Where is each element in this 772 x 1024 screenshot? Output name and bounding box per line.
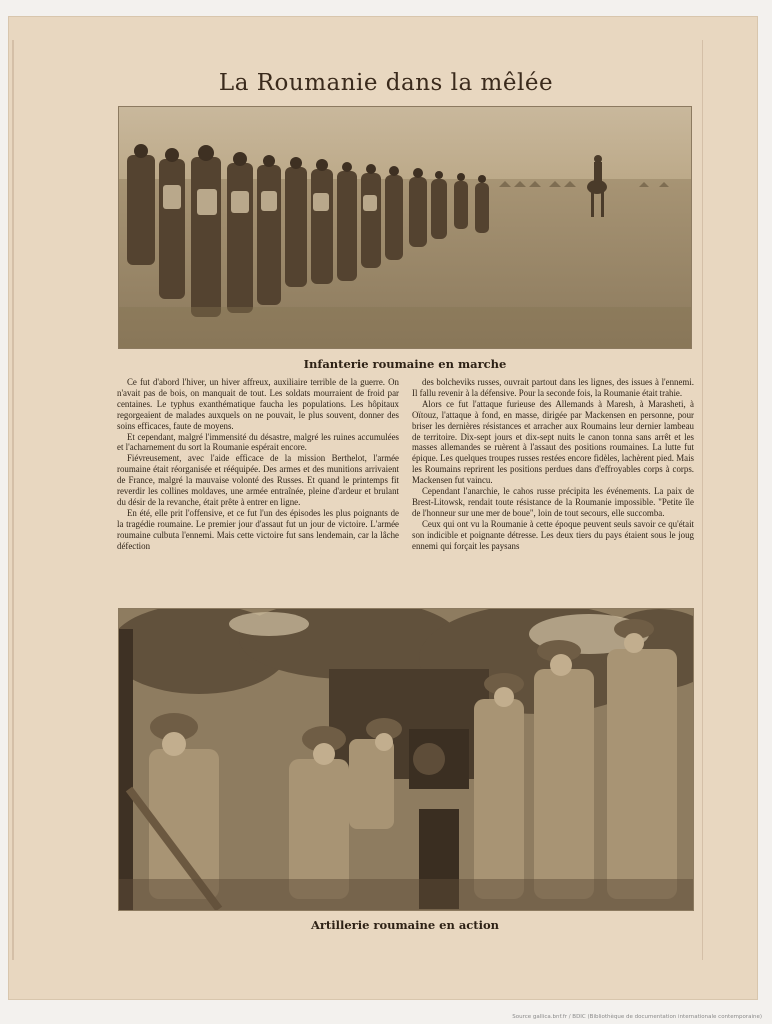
paragraph: Ce fut d'abord l'hiver, un hiver affreux, auxiliaire terrible de la guerre. On n'avait pas de bois, on manquait de tout. Les soldats mourraient de froid par centaines. Le typhus exanthématique faucha les populations. Les hôpitaux regorgeaient de malades auxquels on ne pouvait, le plus souvent, donner des soins efficaces, faute de moyens. — [117, 377, 399, 431]
paragraph: En été, elle prit l'offensive, et ce fut l'un des épisodes les plus poignants de la tragédie roumaine. Le premier jour d'assaut fut un jour de victoire. L'armée roumaine culbuta l'ennemi. Mais cette victoire fut sans lendemain, car la lâche défection — [117, 507, 399, 551]
infantry-photo — [119, 107, 691, 348]
article-column-right — [412, 377, 694, 593]
paragraph: Ceux qui ont vu la Roumanie à cette époque peuvent seuls savoir ce qu'était son indicible et poignante détresse. Les deux tiers du pays étaient sous le joug ennemi qui forçait les paysans — [412, 518, 694, 551]
paragraph: Et cependant, malgré l'immensité du désastre, malgré les ruines accumulées et l'acharnement du sort la Roumanie espérait encore. — [117, 431, 399, 453]
page-edge-line — [702, 40, 703, 960]
paragraph: Alors ce fut l'attaque furieuse des Allemands à Maresh, à Marasheti, à Oïtouz, l'attaque à fond, en masse, dirigée par Mackensen en personne, pour briser les dernières résistances et arracher aux Roumains leur dernier lambeau de territoire. Dix-sept jours et dix-sept nuits le canon tonna sans arrêt et les masses allemandes se ruèrent à l'assaut des positions roumaines. La lutte fut épique. Les quelques troupes russes restées encore fidèles, lachèrent pied. Mais les Roumains reprirent les positions perdues dans d'effroyables corps à corps. Mackensen fut vaincu. — [412, 398, 694, 486]
infantry-caption: Infanterie roumaine en marche — [303, 357, 507, 371]
paragraph: Cependant l'anarchie, le cahos russe précipita les événements. La paix de Brest-Litowsk, rendait toute résistance de la Roumanie impossible. "Petite île de l'honneur sur une mer de boue", loin de tout secours, elle succomba. — [412, 486, 694, 518]
article-title: La Roumanie dans la mêlée — [218, 70, 554, 96]
artillery-crew-image — [119, 609, 693, 910]
artillery-caption: Artillerie roumaine en action — [310, 918, 500, 932]
paragraph: Fiévreusement, avec l'aide efficace de la mission Berthelot, l'armée roumaine était réorganisée et rééquipée. Des armes et des munitions arrivaient de France, malgré la mauvaise volonté des Russes. Et quand le printemps fit reverdir les collines moldaves, une armée entraînée, pleine d'ardeur et brulant du désir de la revanche, était prête à entrer en ligne. — [117, 453, 399, 507]
page-crease — [12, 40, 14, 960]
article-column-left — [117, 377, 399, 593]
source-credit: Source gallica.bnf.fr / BDIC (Bibliothèque de documentation internationale contemporaine) — [512, 1014, 762, 1020]
marching-infantry-image — [119, 107, 691, 348]
paragraph: des bolcheviks russes, ouvrait partout dans les lignes, des issues à l'ennemi. Il fallu revenir à la défensive. Pour la seconde fois, la Roumanie était trahie. — [412, 377, 694, 398]
artillery-photo — [119, 609, 693, 910]
